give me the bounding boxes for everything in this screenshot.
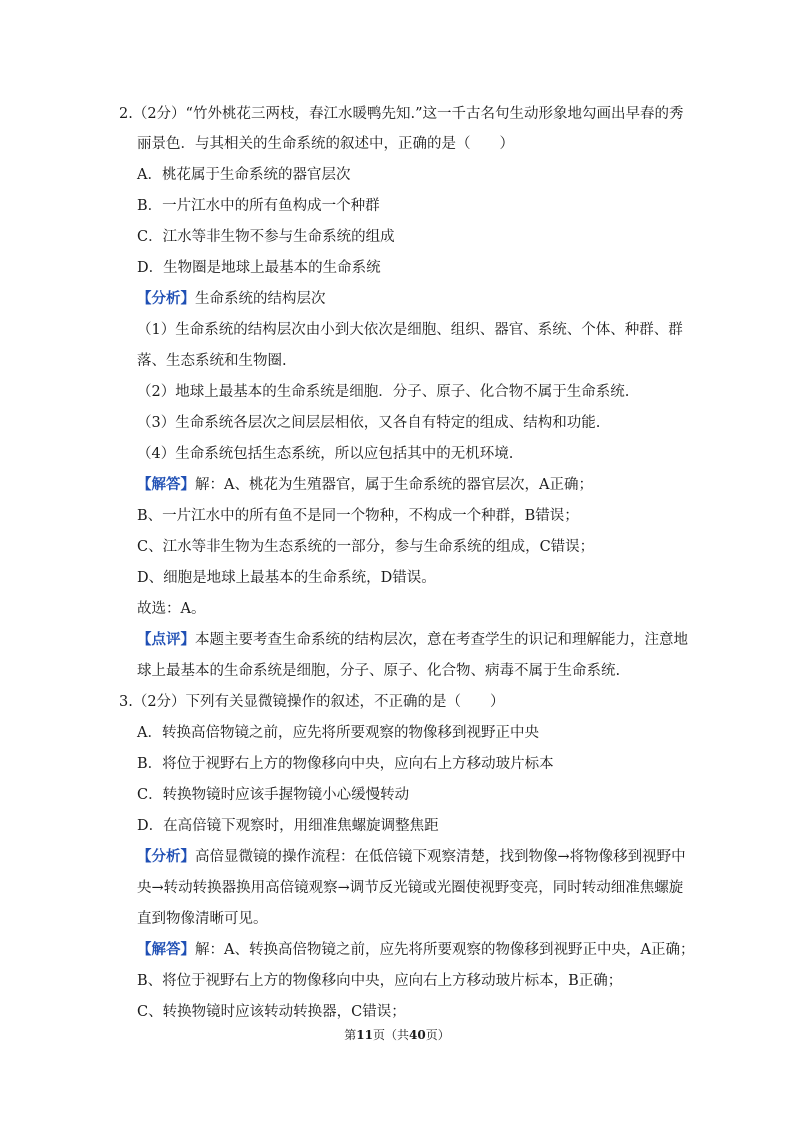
q2-analysis-1a: （1）生命系统的结构层次由小到大依次是细胞、组织、器官、系统、个体、种群、群	[137, 322, 683, 338]
footer-suffix: 页）	[425, 1028, 450, 1042]
q2-choice: 故选：A。	[137, 601, 206, 617]
comment-tag: 【点评】	[137, 631, 195, 648]
q2-analysis-3: （3）生命系统各层次之间层层相依，又各自有特定的组成、结构和功能.	[137, 415, 601, 431]
q2-stem-line1: 2.（2分）“竹外桃花三两枝，春江水暖鸭先知.”这一千古名句生动形象地勾画出早春的秀	[119, 106, 684, 122]
footer-prefix: 第	[344, 1028, 357, 1042]
analysis-text: 生命系统的结构层次	[195, 291, 326, 307]
q2-answer-d: D、细胞是地球上最基本的生命系统，D错误。	[137, 570, 436, 586]
analysis-text: 高倍显微镜的操作流程：在低倍镜下观察清楚，找到物像→将物像移到视野中	[195, 849, 686, 865]
footer-middle: 页（共	[372, 1028, 409, 1042]
q2-option-c: C．江水等非生物不参与生命系统的组成	[137, 229, 395, 245]
answer-text: 解：A、桃花为生殖器官，属于生命系统的器官层次，A正确；	[195, 477, 593, 493]
answer-text: 解：A、转换高倍物镜之前，应先将所要观察的物像移到视野正中央，A正确；	[195, 942, 695, 958]
q3-analysis-b: 央→转动转换器换用高倍镜观察→调节反光镜或光圈使视野变亮，同时转动细准焦螺旋	[137, 880, 684, 896]
q3-answer-b: B、将位于视野右上方的物像移向中央，应向右上方移动玻片标本，B正确；	[137, 973, 623, 989]
answer-tag: 【解答】	[137, 476, 195, 493]
page-total: 40	[409, 1028, 426, 1042]
q2-analysis-heading	[137, 289, 326, 309]
q2-comment-b: 球上最基本的生命系统是细胞，分子、原子、化合物、病毒不属于生命系统.	[137, 663, 621, 679]
q2-option-a: A．桃花属于生命系统的器官层次	[137, 167, 351, 183]
q3-option-c: C．转换物镜时应该手握物镜小心缓慢转动	[137, 787, 410, 803]
analysis-tag: 【分析】	[137, 290, 195, 307]
q3-option-d: D．在高倍镜下观察时，用细准焦螺旋调整焦距	[137, 818, 439, 834]
q2-analysis-4: （4）生命系统包括生态系统，所以应包括其中的无机环境.	[137, 446, 514, 462]
q3-analysis-heading	[137, 847, 686, 867]
q2-option-b: B．一片江水中的所有鱼构成一个种群	[137, 198, 380, 214]
q2-answer-c: C、江水等非生物为生态系统的一部分，参与生命系统的组成，C错误；	[137, 539, 595, 555]
q3-option-a: A．转换高倍物镜之前，应先将所要观察的物像移到视野正中央	[137, 725, 539, 741]
comment-text: 本题主要考查生命系统的结构层次，意在考查学生的识记和理解能力，注意地	[195, 632, 688, 648]
q2-stem-line2: 丽景色．与其相关的生命系统的叙述中，正确的是（ ）	[137, 136, 514, 152]
q3-analysis-c: 直到物像清晰可见。	[137, 911, 268, 927]
q2-answer-b: B、一片江水中的所有鱼不是同一个物种，不构成一个种群，B错误；	[137, 508, 579, 524]
q3-option-b: B．将位于视野右上方的物像移向中央，应向右上方移动玻片标本	[137, 756, 554, 772]
analysis-tag: 【分析】	[137, 848, 195, 865]
q3-stem: 3.（2分）下列有关显微镜操作的叙述，不正确的是（ ）	[119, 694, 505, 710]
q2-option-d: D．生物圈是地球上最基本的生命系统	[137, 260, 381, 276]
page-number: 11	[356, 1028, 373, 1042]
q2-analysis-2: （2）地球上最基本的生命系统是细胞．分子、原子、化合物不属于生命系统.	[137, 384, 630, 400]
q2-comment-heading	[137, 630, 688, 650]
answer-tag: 【解答】	[137, 941, 195, 958]
q2-analysis-1b: 落、生态系统和生物圈.	[137, 353, 287, 369]
q3-answer-heading	[137, 940, 694, 960]
page-footer	[0, 1027, 794, 1043]
q3-answer-c: C、转换物镜时应该转动转换器，C错误；	[137, 1004, 406, 1020]
q2-answer-heading	[137, 475, 593, 495]
